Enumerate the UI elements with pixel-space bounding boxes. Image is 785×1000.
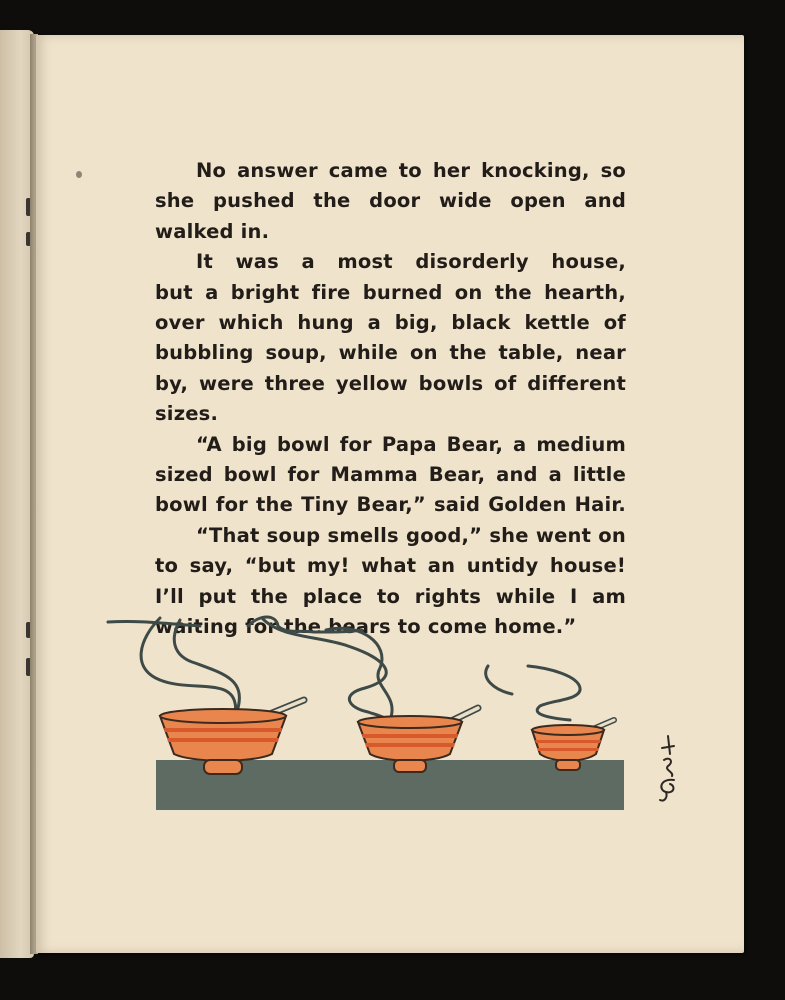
page-text — [155, 156, 626, 643]
paragraph-line: bubbling soup, while on the table, near — [155, 341, 626, 365]
paragraph-line: to say, “but my! what an untidy house! — [155, 554, 626, 578]
paragraph-line: No answer came to her knocking, so — [196, 159, 626, 182]
paragraph-line: It was a most disorderly house, — [196, 250, 626, 274]
paragraph-line: “A big bowl for Papa Bear, a medium — [196, 432, 626, 456]
paragraph-line: over which hung a big, black kettle of — [155, 311, 626, 335]
paragraph-line: by, were three yellow bowls of different — [155, 371, 626, 395]
paragraph-line: sizes. — [155, 402, 219, 426]
paragraph-line: waiting for the bears to come home.” — [155, 615, 577, 639]
paragraph-line: walked in. — [155, 219, 270, 243]
left-page-edge — [0, 30, 34, 958]
paragraph-line: she pushed the door wide open and — [155, 189, 626, 213]
paragraph-line: “That soup smells good,” she went on — [196, 523, 626, 547]
paragraph-line: I’ll put the place to rights while I am — [155, 584, 626, 608]
paper-speck — [76, 171, 82, 178]
steam-lines — [108, 617, 580, 724]
paragraph-line: but a bright fire burned on the hearth, — [155, 280, 626, 304]
artist-monogram — [652, 730, 682, 804]
soup-bowls-illustration — [100, 608, 640, 814]
paragraph-line: sized bowl for Mamma Bear, and a little — [155, 463, 626, 487]
paragraph-line: bowl for the Tiny Bear,” said Golden Hair. — [155, 493, 626, 517]
